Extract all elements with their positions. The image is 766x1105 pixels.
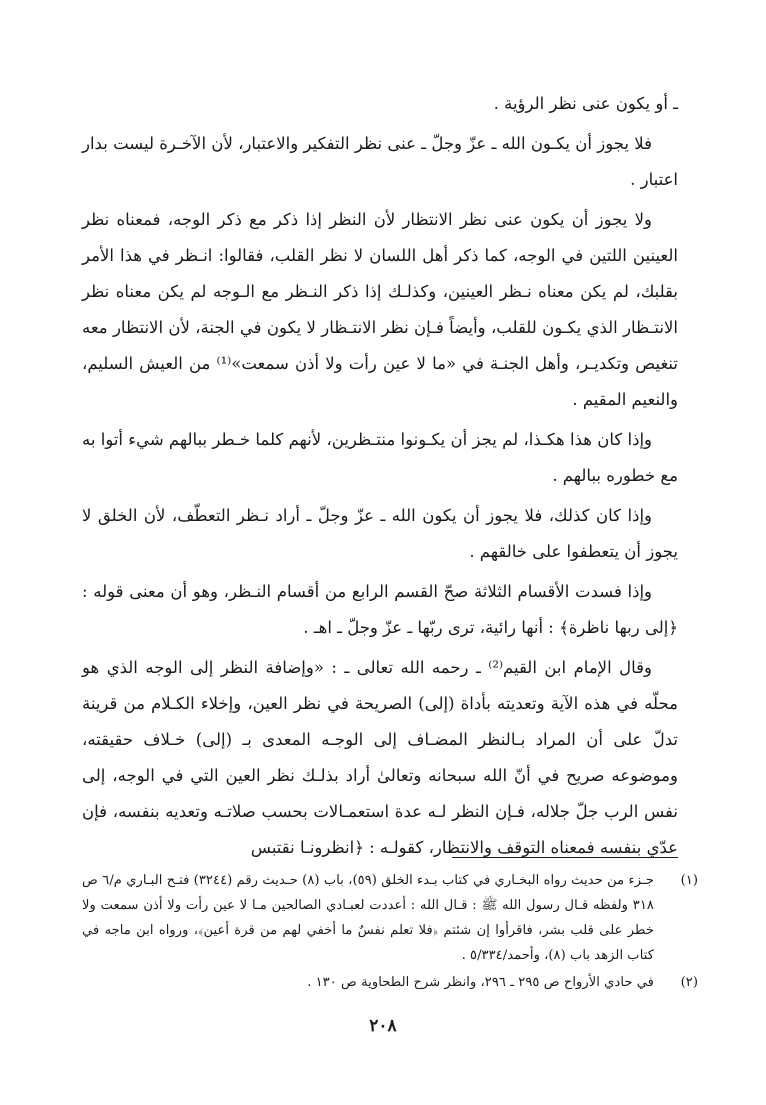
paragraph: ولا يجوز أن يكون عنى نظر الانتظار لأن النظر إذا ذكر مع ذكر الوجه، فمعناه نظر العينين اللتين في الوجه، كما ذكر أهل اللسان لا نظر القلب، فقالوا: انـظر في هذا الأمر بقلبك، لم يكن معناه نـظر العينين، وكذلـك إذا ذكر النـظر مع الـوجه لم يكن معناه نظر الانتـظار الذي يكـون للقلب، وأيضاً فـإن نظر الانتـظار لا يكون في الجنة، لأن الانتظار معه تنغيص وتكديـر، وأهل الجنـة في «ما لا عين رأت ولا أذن سمعت»⁽¹⁾ من العيش السليم، والنعيم المقيم . <box>82 210 679 409</box>
footnote-text: في حادي الأرواح ص ٢٩٥ ـ ٢٩٦، وانظر شرح الطحاوية ص ١٣٠ . <box>307 975 654 990</box>
footnote-number: (٢) <box>680 975 698 990</box>
paragraph: ـ أو يكون عنى نظر الرؤية . <box>493 94 678 113</box>
footnote-item <box>82 970 698 995</box>
paragraph: فلا يجوز أن يكـون الله ـ عزّ وجلّ ـ عنى نظر التفكير والاعتبار، لأن الآخـرة ليست بدار اعتبار . <box>82 134 678 189</box>
paragraph: وقال الإمام ابن القيم⁽²⁾ ـ رحمه الله تعالى ـ : «وإضافة النظر إلى الوجه الذي هو محلّه في هذه الآية وتعديته بأداة (إلى) الصريحة في نظر العين، وإخلاء الكـلام من قرينة تدلّ على أن المراد بـالنظر المضـاف إلى الوجـه المعدى بـ (إلى) خـلاف حقيقته، وموضوعه صريح في أنّ الله سبحانه وتعالىٰ أراد بذلـك نظر العين التي في الوجه، إلى نفس الرب جلّ جلاله، فـإن النظر لـه عدة استعمـالات بحسب صلاتـه وتعديه بنفسه، فإن عدّي بنفسه فمعناه التوقف والانتظار، كقولـه : ﴿انظرونـا نقتبس <box>82 658 678 857</box>
footnotes <box>82 868 698 997</box>
footnote-text: جـزء من حديث رواه البخـاري في كتاب بـدء الخلق (٥٩)، باب (٨) حـديث رقم (٣٢٤٤) فتـح البـاري م/٦ ص ٣١٨ ولفظه قـال رسول الله ﷺ : قـال الله : أعددت لعبـادي الصالحين مـا لا عين رأت ولا أذن سمعت ولا خطر على قلب بشر، فاقرأوا إن شئتم ﴿فلا تعلم نفسٌ ما أخفي لهم من قرة أعين﴾، ورواه ابن ماجه في كتاب الزهد باب (٨)، وأحمد/٥/٣٣٤ . <box>82 873 655 963</box>
paragraph: وإذا فسدت الأقسام الثلاثة صحّ القسم الرابع من أقسام النـظر، وهو أن معنى قوله : ﴿إلى ربها ناظرة﴾ : أنها رائية، ترى ربّها ـ عزّ وجلّ ـ اهـ . <box>82 582 678 637</box>
footnote-item <box>82 868 698 968</box>
main-text <box>82 86 678 870</box>
page-number: ٢٠٨ <box>369 1016 397 1036</box>
paragraph: وإذا كان كذلك، فلا يجوز أن يكون الله ـ عزّ وجلّ ـ أراد نـظر التعطّف، لأن الخلق لا يجوز أن يتعطفوا على خالقهم . <box>82 506 678 561</box>
footnote-divider <box>452 857 678 858</box>
paragraph: وإذا كان هذا هكـذا، لم يجز أن يكـونوا منتـظرين، لأنهم كلما خـطر ببالهم شيء أتوا به مع خطوره ببالهم . <box>82 430 678 485</box>
footnote-number: (١) <box>680 873 698 888</box>
